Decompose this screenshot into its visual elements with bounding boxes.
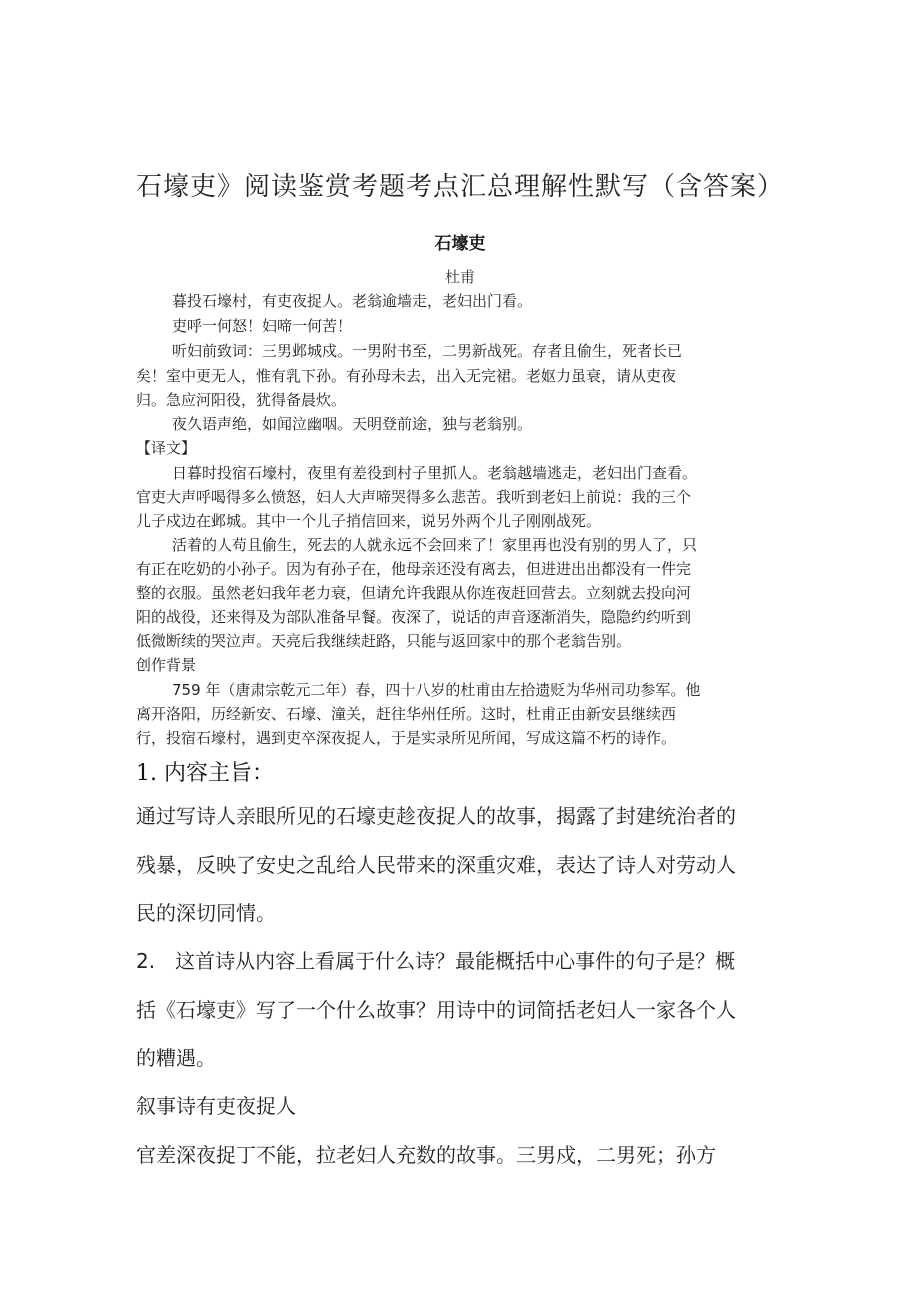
translation-label: 【译文】 [136, 439, 197, 457]
q2-line: 的糟遇。 [136, 1046, 216, 1070]
q1-heading: 1. 内容主旨： [136, 761, 274, 786]
translation-line: 有正在吃奶的小孙子。因为有孙子在，他母亲还没有离去，但进进出出都没有一件完 [136, 560, 692, 578]
translation-line: 日暮时投宿石壕村，夜里有差役到村子里抓人。老翁越墙逃走，老妇出门查看。 [172, 464, 698, 482]
q1-answer-line: 残暴，反映了安史之乱给人民带来的深重灾难，表达了诗人对劳动人 [136, 853, 736, 877]
q2-line: 2. 这首诗从内容上看属于什么诗？最能概括中心事件的句子是？概 [136, 949, 736, 973]
background-line: 759 年（唐肃宗乾元二年）春，四十八岁的杜甫由左拾遗贬为华州司功参军。他 [172, 681, 701, 699]
poem-line: 矣！室中更无人，惟有乳下孙。有孙母未去，出入无完裙。老妪力虽衰，请从吏夜 [136, 367, 677, 385]
q1-answer-line: 民的深切同情。 [136, 901, 276, 925]
q2-answer-line: 叙事诗有吏夜捉人 [136, 1094, 296, 1118]
poem-line: 暮投石壕村，有吏夜捉人。老翁逾墙走，老妇出门看。 [172, 292, 533, 310]
poem-author: 杜甫 [444, 268, 475, 286]
document-title: 石壕吏》阅读鉴赏考题考点汇总理解性默写（含答案） [135, 172, 784, 202]
translation-line: 活着的人苟且偷生，死去的人就永远不会回来了！家里再也没有别的男人了，只 [172, 536, 698, 554]
q1-answer-line: 通过写诗人亲眼所见的石壕吏趁夜捉人的故事，揭露了封建统治者的 [136, 804, 736, 828]
poem-line: 吏呼一何怒！妇啼一何苦！ [172, 317, 353, 335]
background-line: 离开洛阳，历经新安、石壕、潼关，赶往华州任所。这时，杜甫正由新安县继续西 [136, 705, 677, 723]
background-line: 行，投宿石壕村，遇到吏卒深夜捉人，于是实录所见所闻，写成这篇不朽的诗作。 [136, 729, 677, 747]
q2-answer-line: 官差深夜捉丁不能，拉老妇人充数的故事。三男戍，二男死；孙方 [136, 1143, 716, 1167]
translation-line: 官吏大声呼喝得多么愤怒，妇人大声啼哭得多么悲苦。我听到老妇上前说：我的三个 [136, 488, 692, 506]
translation-line: 整的衣服。虽然老妇我年老力衰，但请允许我跟从你连夜赶回营去。立刻就去投向河 [136, 584, 692, 602]
poem-line: 归。急应河阳役，犹得备晨炊。 [136, 391, 347, 409]
poem-line: 听妇前致词：三男邺城戍。一男附书至，二男新战死。存者且偷生，死者长已 [172, 342, 683, 360]
translation-line: 阳的战役，还来得及为部队准备早餐。夜深了，说话的声音逐渐消失，隐隐约约听到 [136, 608, 692, 626]
q2-line: 括《石壕吏》写了一个什么故事？用诗中的词简括老妇人一家各个人 [136, 998, 736, 1022]
translation-line: 儿子戍边在邺城。其中一个儿子捎信回来，说另外两个儿子刚刚战死。 [136, 512, 602, 530]
poem-title: 石壕吏 [434, 234, 486, 254]
poem-line: 夜久语声绝，如闻泣幽咽。天明登前途，独与老翁别。 [172, 415, 533, 433]
translation-line: 低微断续的哭泣声。天亮后我继续赶路，只能与返回家中的那个老翁告别。 [136, 632, 632, 650]
background-label: 创作背景 [136, 656, 197, 674]
